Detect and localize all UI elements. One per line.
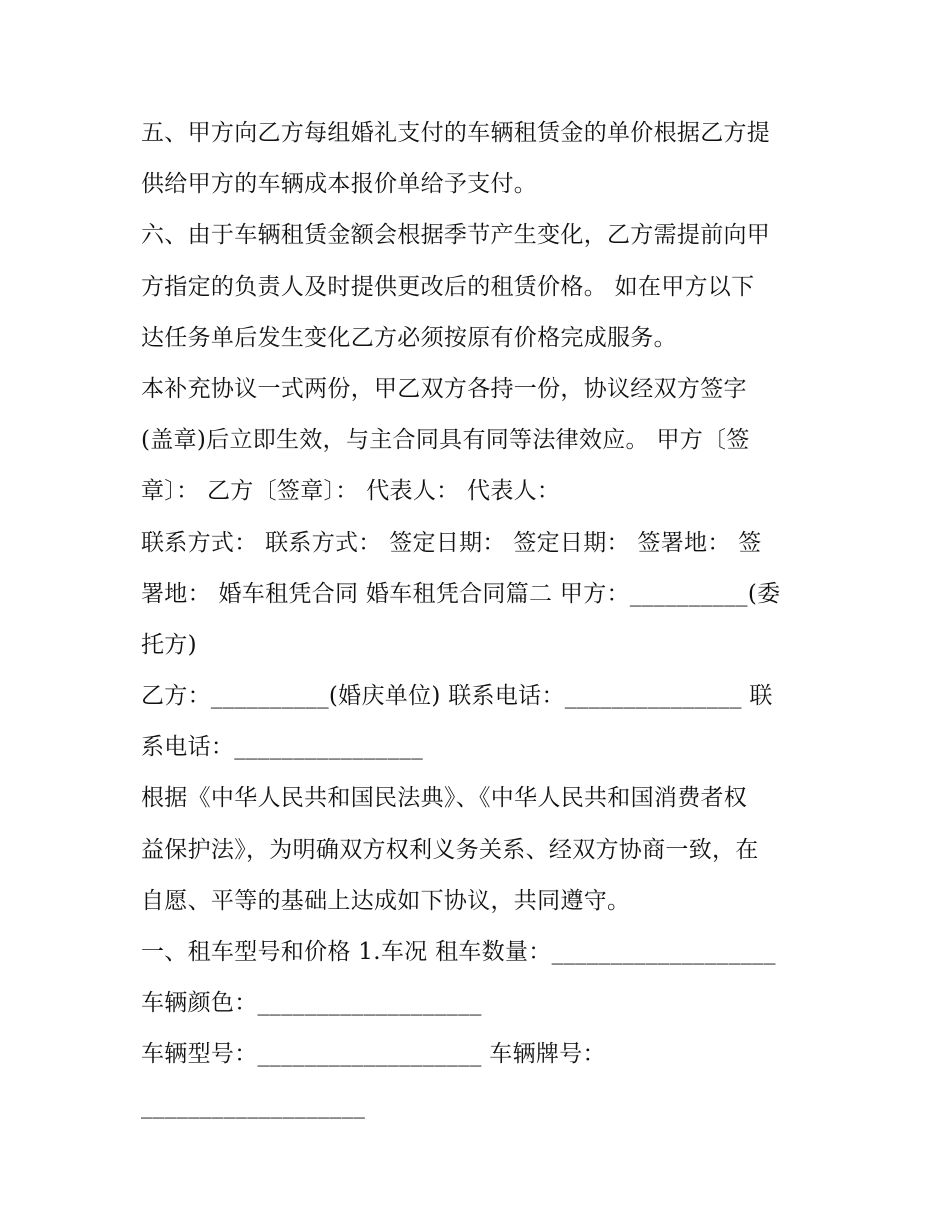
text-line-3: 六、由于车辆租赁金额会根据季节产生变化，乙方需提前向甲 <box>141 222 771 249</box>
text-line-20: ___________________ <box>141 1092 366 1119</box>
text-line-10: 署地： 婚车租凭合同 婚车租凭合同篇二 甲方：__________(委 <box>141 580 781 607</box>
text-line-9: 联系方式： 联系方式： 签定日期： 签定日期： 签署地： 签 <box>141 529 762 556</box>
text-line-14: 根据《中华人民共和国民法典》、《中华人民共和国消费者权 <box>141 785 748 812</box>
text-line-2: 供给甲方的车辆成本报价单给予支付。 <box>141 171 538 198</box>
text-line-5: 达任务单后发生变化乙方必须按原有价格完成服务。 <box>141 324 677 351</box>
text-line-17: 一、租车型号和价格 1.车况 租车数量：___________________ <box>141 939 776 965</box>
text-line-7: (盖章)后立即生效，与主合同具有同等法律效应。 甲方〔签 <box>141 427 750 454</box>
text-line-15: 益保护法》，为明确双方权利义务关系、经双方协商一致，在 <box>141 836 759 863</box>
text-line-12: 乙方：__________(婚庆单位) 联系电话：_______________ 联 <box>141 683 773 710</box>
text-line-16: 自愿、平等的基础上达成如下协议，共同遵守。 <box>141 887 631 914</box>
text-line-11: 托方) <box>141 631 197 658</box>
text-line-8: 章〕： 乙方〔签章〕： 代表人： 代表人： <box>141 478 561 505</box>
document-body <box>141 108 816 1132</box>
text-line-1: 五、甲方向乙方每组婚礼支付的车辆租赁金的单价根据乙方提 <box>141 120 771 146</box>
text-line-4: 方指定的负责人及时提供更改后的租赁价格。 如在甲方以下 <box>141 273 755 300</box>
text-line-13: 系电话：________________ <box>141 734 423 761</box>
text-line-18: 车辆颜色：___________________ <box>141 990 482 1017</box>
text-line-6: 本补充协议一式两份，甲乙双方各持一份，协议经双方签字 <box>141 375 747 402</box>
text-line-19: 车辆型号：___________________ 车辆牌号： <box>141 1041 606 1068</box>
